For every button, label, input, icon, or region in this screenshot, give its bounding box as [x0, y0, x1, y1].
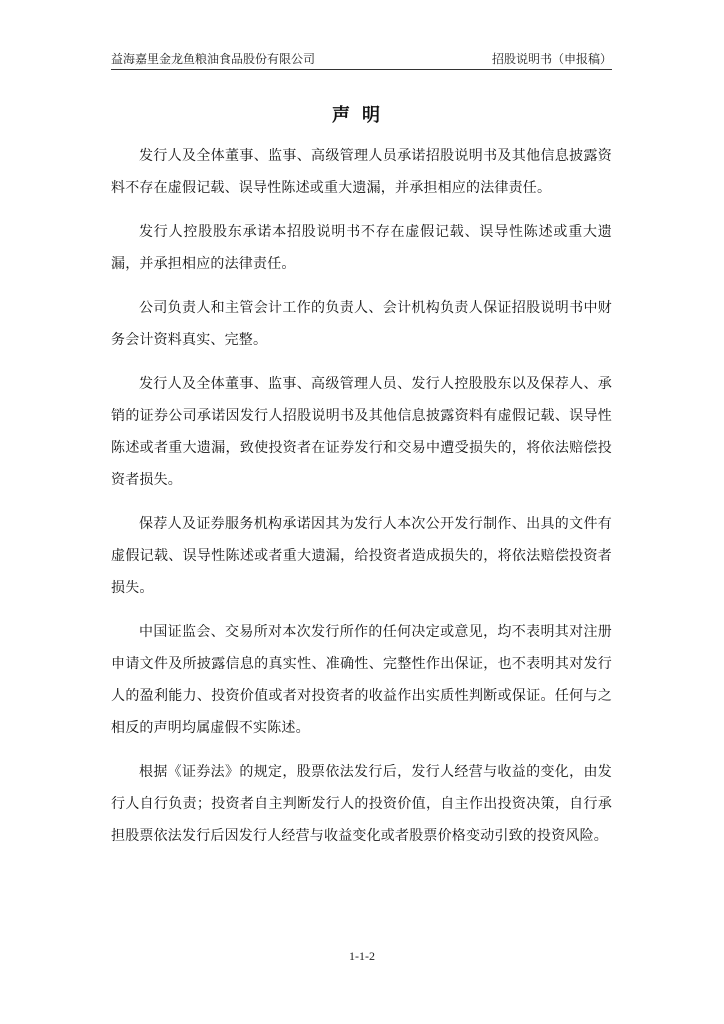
- paragraph-5: 保荐人及证券服务机构承诺因其为发行人本次公开发行制作、出具的文件有虚假记载、误导性陈述或者重大遗漏，给投资者造成损失的，将依法赔偿投资者损失。: [111, 516, 612, 596]
- paragraph-3: 公司负责人和主管会计工作的负责人、会计机构负责人保证招股说明书中财务会计资料真实、完整。: [111, 300, 612, 348]
- header-document-type: 招股说明书（申报稿）: [491, 52, 612, 66]
- page-header: [111, 50, 612, 68]
- paragraph-2: 发行人控股股东承诺本招股说明书不存在虚假记载、误导性陈述或重大遗漏，并承担相应的法律责任。: [111, 224, 612, 272]
- page-number: 1-1-2: [349, 949, 375, 963]
- paragraph-7: 根据《证券法》的规定，股票依法发行后，发行人经营与收益的变化，由发行人自行负责；投资者自主判断发行人的投资价值，自主作出投资决策，自行承担股票依法发行后因发行人经营与收益变化或者股票价格变动引致的投资风险。: [111, 764, 612, 844]
- paragraph-1: 发行人及全体董事、监事、高级管理人员承诺招股说明书及其他信息披露资料不存在虚假记载、误导性陈述或重大遗漏，并承担相应的法律责任。: [111, 148, 612, 196]
- header-divider: [111, 69, 612, 70]
- header-company-name: 益海嘉里金龙鱼粮油食品股份有限公司: [111, 52, 316, 66]
- declaration-body: [111, 140, 612, 864]
- page-title: 声明: [332, 105, 392, 126]
- paragraph-6: 中国证监会、交易所对本次发行所作的任何决定或意见，均不表明其对注册申请文件及所披露信息的真实性、准确性、完整性作出保证，也不表明其对发行人的盈利能力、投资价值或者对投资者的收益作出实质性判断或保证。任何与之相反的声明均属虚假不实陈述。: [111, 624, 612, 736]
- paragraph-4: 发行人及全体董事、监事、高级管理人员、发行人控股股东以及保荐人、承销的证券公司承诺因发行人招股说明书及其他信息披露资料有虚假记载、误导性陈述或者重大遗漏，致使投资者在证券发行和交易中遭受损失的，将依法赔偿投资者损失。: [111, 376, 612, 488]
